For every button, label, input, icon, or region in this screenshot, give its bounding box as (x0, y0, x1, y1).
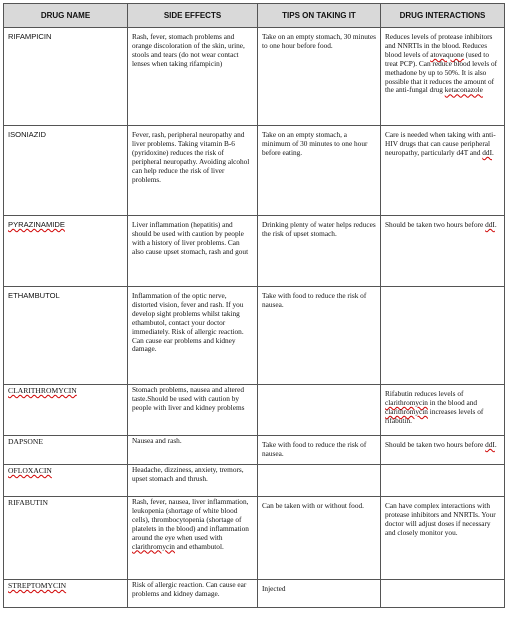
drug-name-cell: RIFAMPICIN (4, 28, 128, 126)
table-row (4, 436, 505, 465)
side-effects-cell: Inflammation of the optic nerve, distorted vision, fever and rash. If you develop sight problems whilst taking ethambutol, contact your doctor immediately. Risk of allergic reaction. Can cause ear problems and kidney damage. (128, 287, 258, 385)
table-row (4, 465, 505, 497)
document-page (3, 3, 504, 608)
interactions-cell: Reduces levels of protease inhibitors and NNRTIs in the blood. Reduces blood levels of atovaquone (used to treat PCP). Can reduce blood levels of methadone by up to 50%. It is also possible that it reduces the amount of the anti-fungal drug ketaconazole (381, 28, 505, 126)
tips-cell: Take on an empty stomach, 30 minutes to one hour before food. (258, 28, 381, 126)
header-row (4, 4, 505, 28)
drug-name-cell: OFLOXACIN (4, 465, 128, 497)
tips-cell: Take on an empty stomach, a minimum of 30 minutes to one hour before eating. (258, 126, 381, 216)
drug-name-cell: DAPSONE (4, 436, 128, 465)
side-effects-cell: Rash, fever, nausea, liver inflammation, leukopenia (shortage of white blood cells), thrombocytopenia (shortage of platelets in the blood) and inflammation around the eye when used with clarithromycin and ethambutol. (128, 497, 258, 580)
tips-cell (258, 385, 381, 436)
drug-name-cell: STREPTOMYCIN (4, 580, 128, 608)
tips-cell: Injected (258, 580, 381, 608)
drug-name-cell: CLARITHROMYCIN (4, 385, 128, 436)
header-interactions: DRUG INTERACTIONS (381, 4, 505, 28)
table-row (4, 385, 505, 436)
table-row (4, 580, 505, 608)
tips-cell: Can be taken with or without food. (258, 497, 381, 580)
side-effects-cell: Headache, dizziness, anxiety, tremors, upset stomach and thrush. (128, 465, 258, 497)
side-effects-cell: Risk of allergic reaction. Can cause ear problems and kidney damage. (128, 580, 258, 608)
tips-cell: Take with food to reduce the risk of nausea. (258, 287, 381, 385)
interactions-cell: Care is needed when taking with anti-HIV drugs that can cause peripheral neuropathy, particularly d4T and ddI. (381, 126, 505, 216)
tips-cell: Take with food to reduce the risk of nausea. (258, 436, 381, 465)
tips-cell (258, 465, 381, 497)
interactions-cell (381, 580, 505, 608)
tips-cell: Drinking plenty of water helps reduces the risk of upset stomach. (258, 216, 381, 287)
table-row (4, 287, 505, 385)
side-effects-cell: Nausea and rash. (128, 436, 258, 465)
drug-table (3, 3, 505, 608)
header-tips: TIPS ON TAKING IT (258, 4, 381, 28)
table-row (4, 497, 505, 580)
interactions-cell (381, 287, 505, 385)
drug-name-cell: PYRAZINAMIDE (4, 216, 128, 287)
interactions-cell: Should be taken two hours before ddI. (381, 216, 505, 287)
drug-name-cell: ISONIAZID (4, 126, 128, 216)
table-row (4, 216, 505, 287)
side-effects-cell: Fever, rash, peripheral neuropathy and liver problems. Taking vitamin B-6 (pyridoxine) reduces the risk of peripheral neuropathy. Avoiding alcohol can help reduce the risk of liver problems. (128, 126, 258, 216)
interactions-cell: Rifabutin reduces levels of clarithromycin in the blood and clarithromycin increases levels of rifabutin. (381, 385, 505, 436)
side-effects-cell: Stomach problems, nausea and altered taste.Should be used with caution by people with liver and kidney problems (128, 385, 258, 436)
interactions-cell (381, 465, 505, 497)
header-side-effects: SIDE EFFECTS (128, 4, 258, 28)
interactions-cell: Should be taken two hours before ddI. (381, 436, 505, 465)
interactions-cell: Can have complex interactions with protease inhibitors and NNRTIs. Your doctor will adjust doses if necessary and closely monitor you. (381, 497, 505, 580)
table-row (4, 28, 505, 126)
header-drug-name: DRUG NAME (4, 4, 128, 28)
side-effects-cell: Liver inflammation (hepatitis) and should be used with caution by people with a history of liver problems. Can also cause upset stomach, rash and gout (128, 216, 258, 287)
table-row (4, 126, 505, 216)
drug-name-cell: RIFABUTIN (4, 497, 128, 580)
side-effects-cell: Rash, fever, stomach problems and orange discoloration of the skin, urine, stools and tears (do not wear contact lenses when taking rifampicin) (128, 28, 258, 126)
drug-name-cell: ETHAMBUTOL (4, 287, 128, 385)
